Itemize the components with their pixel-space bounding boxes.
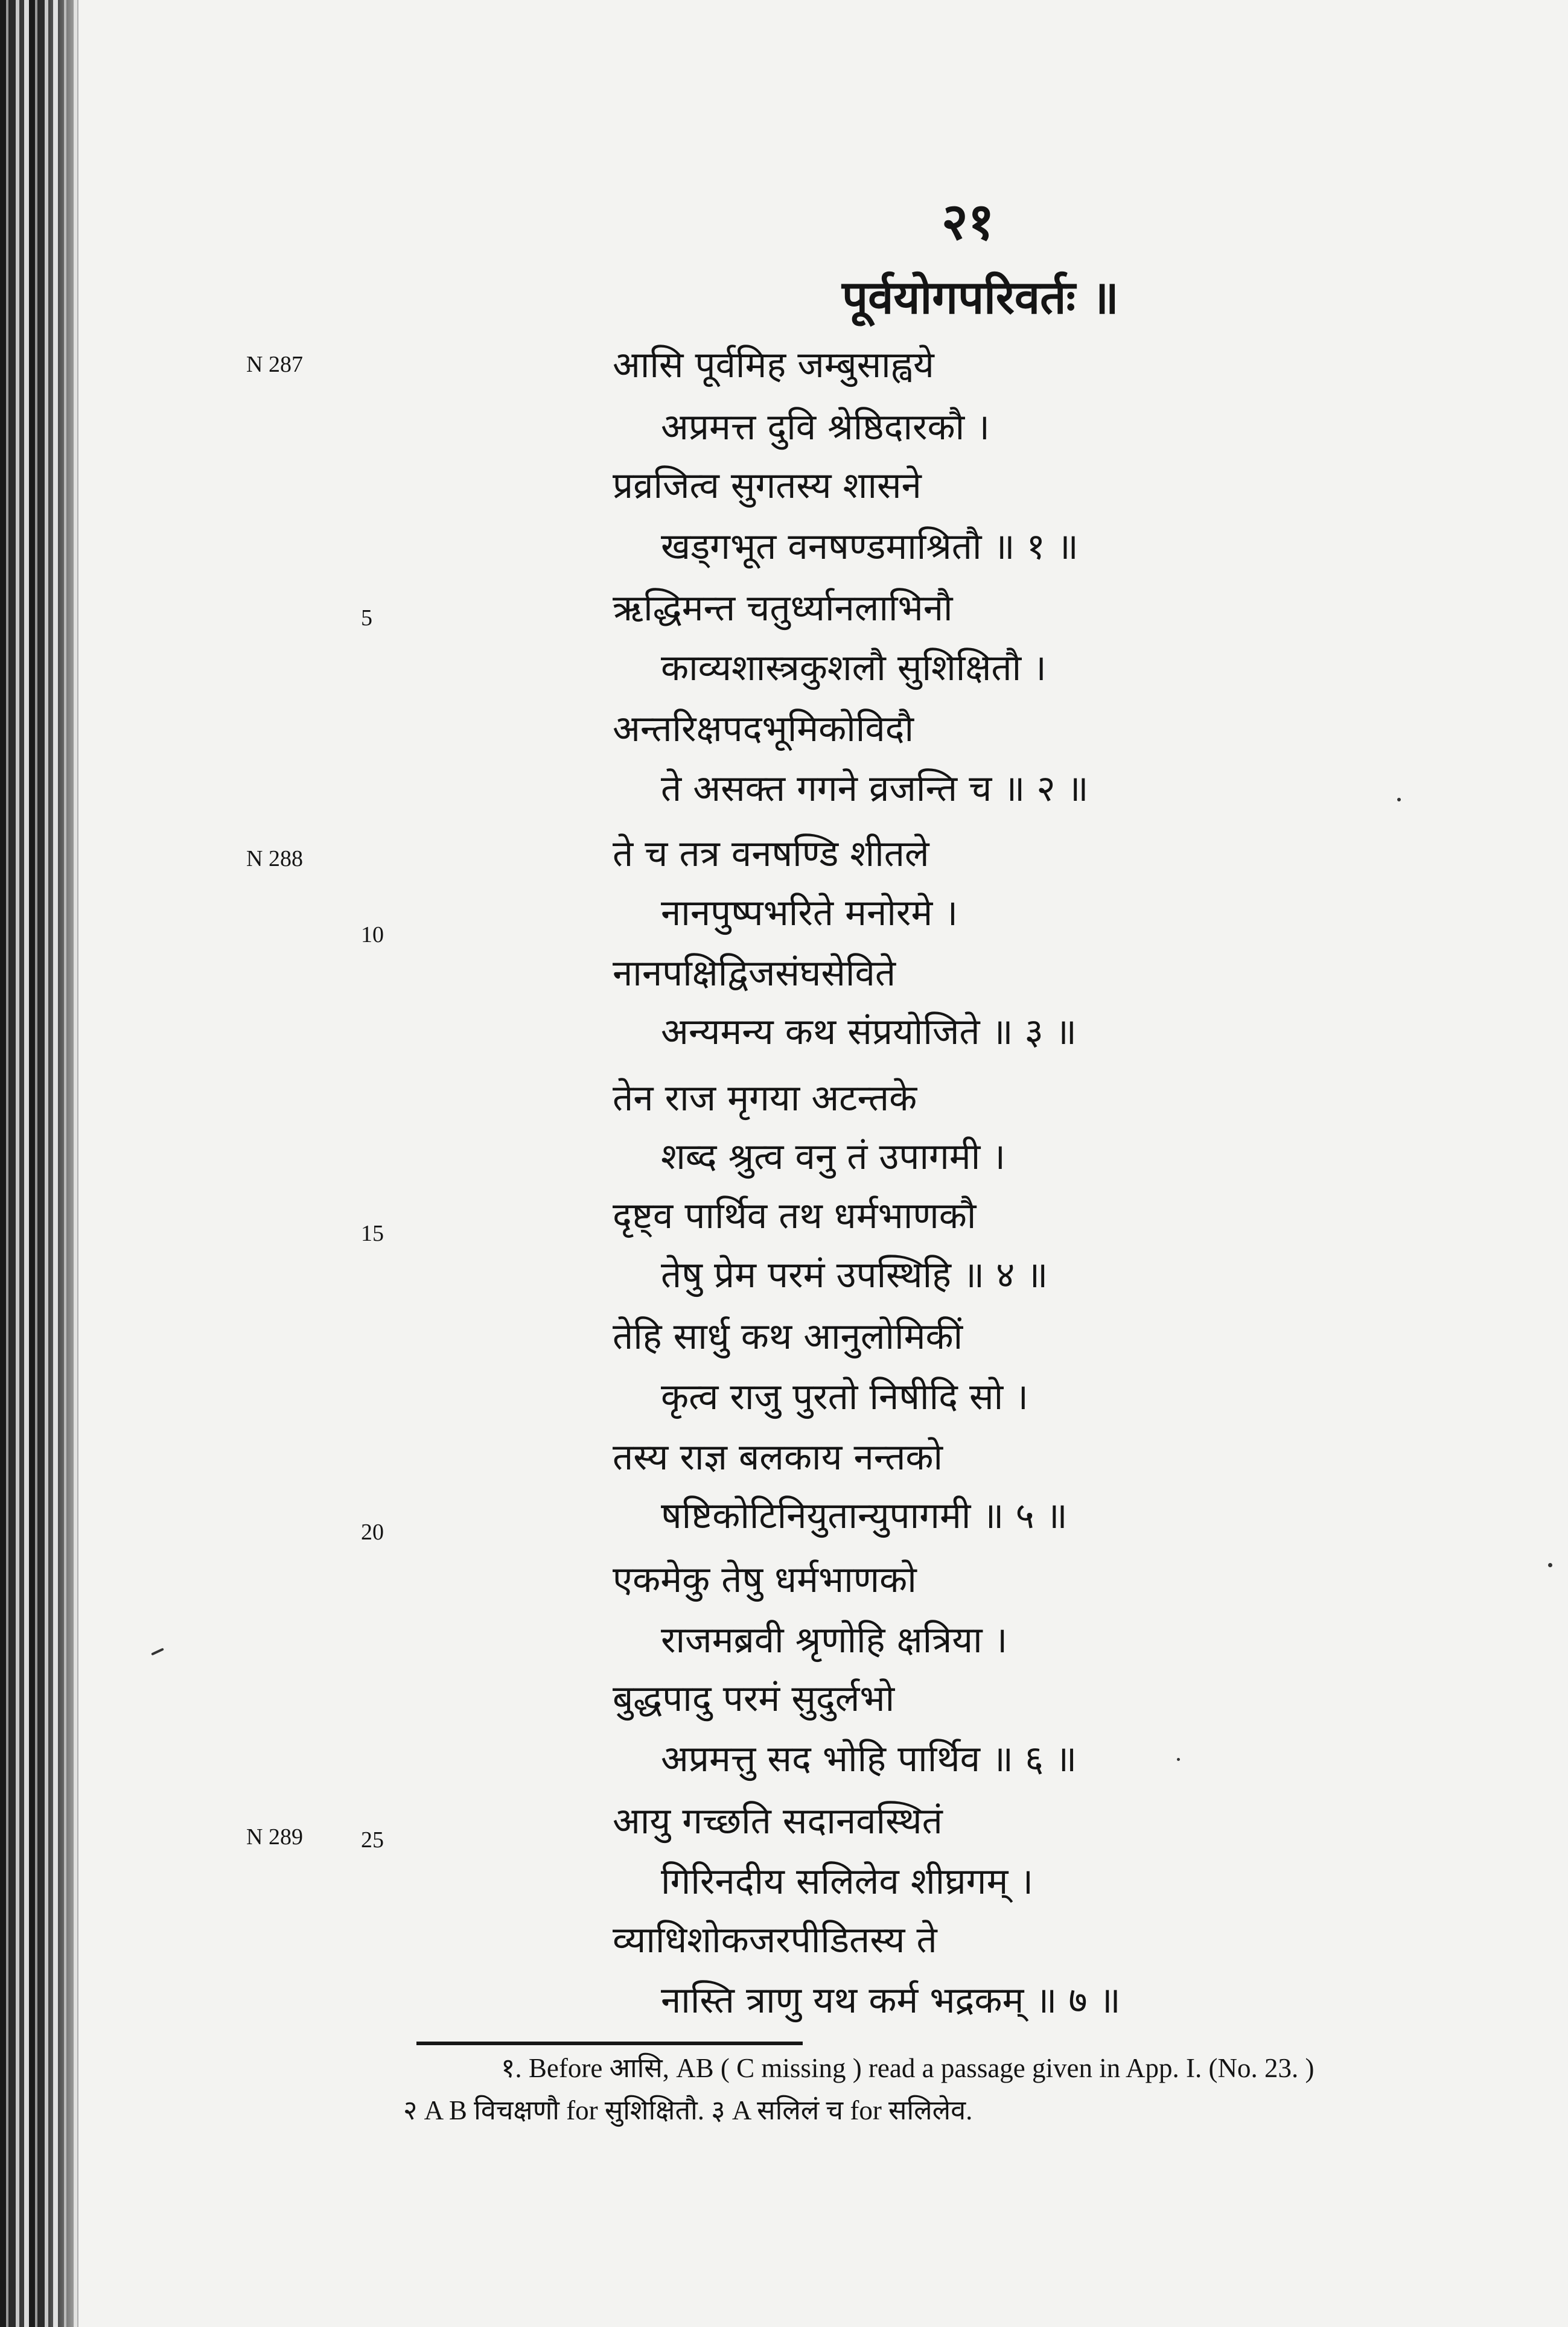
verse-line: प्रव्रजित्व सुगतस्य शासने bbox=[613, 465, 922, 507]
verse-line: नानपक्षिद्विजसंघसेविते bbox=[613, 952, 896, 995]
verse-line: तेन राज मृगया अटन्तके bbox=[613, 1077, 917, 1119]
scan-speck bbox=[1397, 798, 1401, 801]
verse-line: एकमेकु तेषु धर्मभाणको bbox=[613, 1559, 917, 1601]
verse-line: अप्रमत्त दुवि श्रेष्ठिदारकौ । bbox=[661, 406, 990, 448]
verse-line: नानपुष्पभरिते मनोरमे । bbox=[661, 892, 958, 934]
verse-line: अप्रमत्तु सद भोहि पार्थिव ॥ ६ ॥ bbox=[661, 1738, 1077, 1780]
verse-line: ते असक्त गगने व्रजन्ति च ॥ २ ॥ bbox=[661, 768, 1089, 810]
verse-line: तेहि सार्धु कथ आनुलोमिकीं bbox=[613, 1316, 963, 1358]
verse-line: राजमब्रवी श्रृणोहि क्षत्रिया । bbox=[661, 1619, 1008, 1661]
footnote: १. Before आसि, AB ( C missing ) read a passage given in App. I. (No. 23. ) bbox=[501, 2053, 1315, 2083]
line-number: 20 bbox=[361, 1520, 384, 1545]
verse-line: अन्तरिक्षपदभूमिकोविदौ bbox=[613, 708, 914, 750]
verse-line: आसि पूर्वमिह जम्बुसाह्वये bbox=[613, 344, 934, 386]
verse-line: काव्यशास्त्रकुशलौ सुशिक्षितौ । bbox=[661, 647, 1047, 689]
line-number: 25 bbox=[361, 1827, 384, 1853]
verse-line: ऋद्धिमन्त चतुर्ध्यानलाभिनौ bbox=[613, 587, 953, 629]
line-number: 15 bbox=[361, 1221, 384, 1246]
verse-line: गिरिनदीय सलिलेव शीघ्रगम् । bbox=[661, 1861, 1034, 1903]
verse-line: व्याधिशोकजरपीडितस्य ते bbox=[613, 1919, 937, 1961]
verse-line: नास्ति त्राणु यथ कर्म भद्रकम् ॥ ७ ॥ bbox=[661, 1979, 1121, 2022]
verse-line: आयु गच्छति सदानवस्थितं bbox=[613, 1800, 943, 1842]
book-binding-edge bbox=[0, 0, 78, 2327]
verse-line: तस्य राज्ञ बलकाय नन्तको bbox=[613, 1436, 943, 1479]
verse-line: कृत्व राजु पुरतो निषीदि सो । bbox=[661, 1376, 1028, 1418]
verse-line: तेषु प्रेम परमं उपस्थिहि ॥ ४ ॥ bbox=[661, 1254, 1048, 1296]
verse-line: खड्गभूत वनषण्डमाश्रितौ ॥ १ ॥ bbox=[661, 526, 1079, 568]
verse-line: शब्द श्रुत्व वनु तं उपागमी । bbox=[661, 1136, 1006, 1178]
footnote-divider bbox=[416, 2042, 803, 2045]
scan-speck bbox=[151, 1648, 164, 1656]
footnote: २ A B विचक्षणौ for सुशिक्षितौ. ३ A सलिलं च for सलिलेव. bbox=[403, 2095, 973, 2125]
verse-line: ते च तत्र वनषण्डि शीतले bbox=[613, 833, 929, 875]
scan-speck bbox=[1548, 1563, 1552, 1567]
line-number: 5 bbox=[361, 605, 372, 631]
margin-ref: N 288 bbox=[246, 846, 303, 871]
page-number: २१ bbox=[942, 191, 995, 251]
margin-ref: N 287 bbox=[246, 352, 303, 377]
line-number: 10 bbox=[361, 922, 384, 947]
scan-speck bbox=[1177, 1758, 1180, 1761]
verse-line: षष्टिकोटिनियुतान्युपागमी ॥ ५ ॥ bbox=[661, 1495, 1068, 1537]
margin-ref: N 289 bbox=[246, 1824, 303, 1850]
verse-line: बुद्धपादु परमं सुदुर्लभो bbox=[613, 1678, 895, 1720]
chapter-title: पूर्वयोगपरिवर्तः ॥ bbox=[842, 270, 1119, 324]
verse-line: अन्यमन्य कथ संप्रयोजिते ॥ ३ ॥ bbox=[661, 1011, 1077, 1053]
verse-line: दृष्ट्व पार्थिव तथ धर्मभाणकौ bbox=[613, 1195, 977, 1237]
